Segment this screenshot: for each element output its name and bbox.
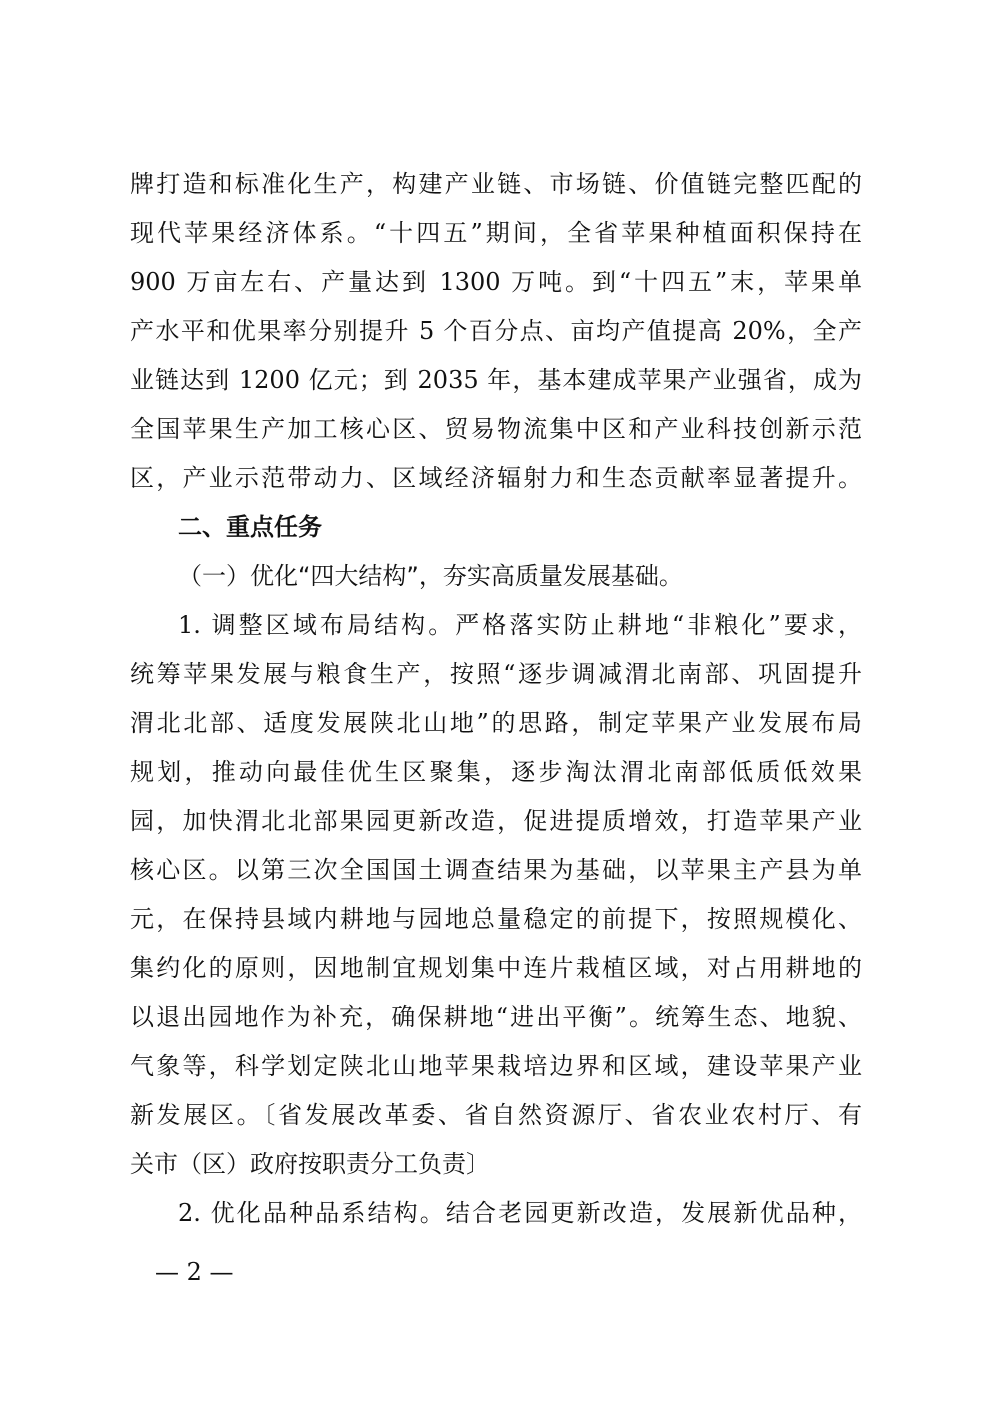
paragraph-line: 牌打造和标准化生产，构建产业链、市场链、价值链完整匹配的 [130, 170, 862, 198]
paragraph-line: 区，产业示范带动力、区域经济辐射力和生态贡献率显著提升。 [130, 464, 862, 492]
paragraph-line: 气象等，科学划定陕北山地苹果栽培边界和区域，建设苹果产业 [130, 1052, 862, 1080]
paragraph-line: 关市（区）政府按职责分工负责〕 [130, 1150, 490, 1178]
paragraph-line: 规划，推动向最佳优生区聚集，逐步淘汰渭北南部低质低效果 [130, 758, 862, 786]
section-heading: 二、重点任务 [178, 513, 322, 541]
subsection-heading: （一）优化“四大结构”，夯实高质量发展基础。 [178, 562, 683, 590]
paragraph-line: 集约化的原则，因地制宜规划集中连片栽植区域，对占用耕地的 [130, 954, 862, 982]
paragraph-line: 核心区。以第三次全国国土调查结果为基础，以苹果主产县为单 [130, 856, 862, 884]
paragraph-line: 新发展区。〔省发展改革委、省自然资源厅、省农业农村厅、有 [130, 1101, 862, 1129]
paragraph-line: 2. 优化品种品系结构。结合老园更新改造，发展新优品种， [178, 1199, 862, 1227]
paragraph-line: 园，加快渭北北部果园更新改造，促进提质增效，打造苹果产业 [130, 807, 862, 835]
paragraph-line: 产水平和优果率分别提升 5 个百分点、亩均产值提高 20%，全产 [130, 317, 862, 345]
paragraph-line: 元，在保持县域内耕地与园地总量稳定的前提下，按照规模化、 [130, 905, 862, 933]
paragraph-line: 以退出园地作为补充，确保耕地“进出平衡”。统筹生态、地貌、 [130, 1003, 862, 1031]
document-body [130, 160, 862, 1238]
paragraph-line: 渭北北部、适度发展陕北山地”的思路，制定苹果产业发展布局 [130, 709, 862, 737]
paragraph-line: 业链达到 1200 亿元；到 2035 年，基本建成苹果产业强省，成为 [130, 366, 862, 394]
paragraph-line: 900 万亩左右、产量达到 1300 万吨。到“十四五”末，苹果单 [130, 268, 862, 296]
paragraph-line: 1. 调整区域布局结构。严格落实防止耕地“非粮化”要求， [178, 611, 862, 639]
paragraph-line: 现代苹果经济体系。“十四五”期间，全省苹果种植面积保持在 [130, 219, 862, 247]
paragraph-line: 全国苹果生产加工核心区、贸易物流集中区和产业科技创新示范 [130, 415, 862, 443]
page-number: — 2 — [155, 1258, 234, 1286]
paragraph-line: 统筹苹果发展与粮食生产，按照“逐步调减渭北南部、巩固提升 [130, 660, 862, 688]
